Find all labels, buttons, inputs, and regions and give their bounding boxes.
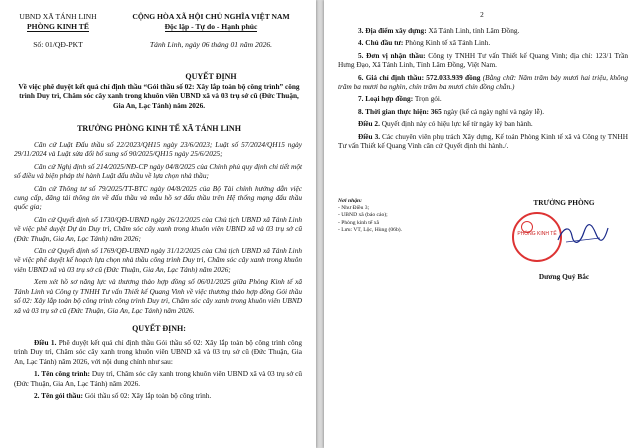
article-1-label: Điều 1. bbox=[34, 338, 57, 347]
motto: Độc lập - Tự do - Hạnh phúc bbox=[164, 21, 258, 31]
page-number: 2 bbox=[480, 10, 484, 19]
recipients-block bbox=[338, 198, 458, 234]
article-3-label: Điều 3. bbox=[358, 131, 381, 141]
right-header bbox=[110, 12, 312, 50]
document-number: Số: 01/QĐ-PKT bbox=[33, 40, 83, 50]
left-header bbox=[6, 12, 110, 50]
item-3-label: 3. Địa điểm xây dựng: bbox=[358, 26, 427, 35]
document-page-1 bbox=[0, 0, 316, 448]
signature-area bbox=[504, 208, 624, 268]
nation-title: CỘNG HÒA XÃ HỘI CHỦ NGHĨA VIỆT NAM bbox=[132, 12, 290, 21]
basis-item: Căn cứ Luật Đấu thầu số 22/2023/QH15 ngày 23/6/2023; Luật số 57/2024/QH15 ngày 29/11/2024 và Luật sửa đổi bổ sung số 90/2025/QH15 ngày 25/6/2025; bbox=[14, 140, 302, 159]
item-4-text: Phòng Kinh tế xã Tánh Linh. bbox=[405, 38, 491, 48]
item-8-label: 8. Thời gian thực hiện: bbox=[358, 106, 429, 116]
seal-text: PHÒNG KINH TẾ bbox=[517, 231, 557, 237]
signature-icon bbox=[556, 222, 610, 246]
item-8-text: ngày (kể cả ngày nghỉ và ngày lễ). bbox=[443, 106, 545, 116]
signer-title: TRƯỞNG PHÒNG bbox=[533, 198, 595, 207]
org-name: UBND XÃ TÁNH LINH bbox=[19, 12, 97, 21]
contract-price: 572.033.939 đồng bbox=[426, 72, 481, 82]
official-seal-icon bbox=[512, 212, 562, 262]
basis-item: Xem xét hồ sơ năng lực và thương thảo hợp đồng số 06/01/2025 giữa Phòng Kinh tế xã Tánh Linh và Công ty TNHH Tư vấn Thiết kế Quang Vinh về việc thương thảo hợp đồng Gói thầu số 02: Xây lắp toàn bộ công trình công trình Duy trì, Chăm sóc cây xanh trong khuôn viên UBND xã và 03 trụ sở cũ (Đức Thuận, Gia An, Lạc Tánh) năm 2026. bbox=[14, 277, 302, 315]
item-3-text: Xã Tánh Linh, tỉnh Lâm Đồng. bbox=[428, 26, 520, 35]
basis-item: Căn cứ Quyết định số 1730/QĐ-UBND ngày 26/12/2025 của Chủ tịch UBND xã Tánh Linh về việc phê duyệt Dự án Duy trì, Chăm sóc cây xanh trong khuôn viên UBND xã và 03 trụ sở cũ (Đức Thuận, Gia An, Lạc Tánh) năm 2026; bbox=[14, 214, 302, 243]
recipient-item: - UBND xã (báo cáo); bbox=[338, 212, 388, 219]
article-2-text: Quyết định này có hiệu lực kể từ ngày ký ban hành. bbox=[381, 119, 533, 129]
basis-item: Căn cứ Thông tư số 79/2025/TT-BTC ngày 04/8/2025 của Bộ Tài chính hướng dẫn việc cung cấp, đăng tải thông tin về đấu thầu và mẫu hồ sơ đấu thầu trên Hệ thống mạng đấu thầu quốc gia; bbox=[14, 183, 302, 212]
item-2-label: 2. Tên gói thầu: bbox=[34, 391, 83, 401]
item-1-label: 1. Tên công trình: bbox=[34, 369, 90, 379]
document-page-2 bbox=[324, 0, 640, 448]
recipient-item: - Phòng kinh tế xã bbox=[338, 219, 380, 226]
contract-price-words: (Bằng chữ: Năm trăm bảy mươi hai triệu, không trăm ba mươi ba nghìn, chín trăm ba mươi chín đồng chẵn.) bbox=[338, 72, 628, 92]
recipients-title: Nơi nhận: bbox=[338, 198, 362, 204]
article-3-text: Các chuyên viên phụ trách Xây dựng, Kế toán Phòng Kinh tế xã và Công ty TNHH Tư vấn Thiết kế Quang Vinh căn cứ Quyết định thi hành./. bbox=[338, 131, 628, 151]
item-4-label: 4. Chủ đầu tư: bbox=[358, 38, 404, 48]
item-2-text: Gói thầu số 02: Xây lắp toàn bộ công trình. bbox=[84, 391, 212, 401]
legal-bases bbox=[14, 140, 302, 315]
item-7-text: Trọn gói. bbox=[414, 94, 442, 104]
contract-details bbox=[338, 26, 628, 150]
issuing-authority: TRƯỞNG PHÒNG KINH TẾ XÃ TÁNH LINH bbox=[77, 124, 241, 133]
item-5-text: Công ty TNHH Tư vấn Thiết kế Quang Vinh; địa chỉ: 123/1 Trần Hưng Đạo, Xã Tánh Linh, Tỉnh Lâm Đồng, Việt Nam. bbox=[338, 50, 629, 70]
article-1 bbox=[14, 338, 302, 400]
signer-name: Dương Quý Bắc bbox=[538, 272, 590, 281]
item-1-text: Duy trì, Chăm sóc cây xanh trong khuôn viên UBND xã và 03 trụ sở cũ (Đức Thuận, Gia An, Lạc Tánh) năm 2026. bbox=[14, 369, 302, 388]
item-7-label: 7. Loại hợp đồng: bbox=[358, 94, 414, 104]
document-date: Tánh Linh, ngày 06 tháng 01 năm 2026. bbox=[149, 40, 273, 50]
recipient-item: - Lưu: VT, Lộc, Hùng (06b). bbox=[338, 226, 403, 233]
decision-heading: QUYẾT ĐỊNH: bbox=[132, 324, 186, 333]
duration-days: 365 bbox=[430, 106, 442, 116]
article-2-label: Điều 2. bbox=[358, 119, 380, 129]
item-6-label: 6. Giá chỉ định thầu: bbox=[358, 72, 425, 82]
dept-name: PHÒNG KINH TẾ bbox=[27, 21, 89, 31]
recipient-item: - Như Điều 3; bbox=[338, 205, 370, 212]
item-5-label: 5. Đơn vị nhận thầu: bbox=[358, 50, 426, 60]
document-subject: Về việc phê duyệt kết quả chỉ định thầu “Gói thầu số 02: Xây lắp toàn bộ công trình” công trình Duy trì, Chăm sóc cây xanh trong khuôn viên UBND xã và 03 trụ sở cũ (Đức Thuận, Gia An, Lạc Tánh) năm 2026. bbox=[18, 82, 300, 110]
document-type: QUYẾT ĐỊNH bbox=[185, 72, 237, 81]
basis-item: Căn cứ Nghị định số 214/2025/NĐ-CP ngày 04/8/2025 của Chính phủ quy định chi tiết một số điều và biện pháp thi hành Luật đấu thầu về lựa chọn nhà thầu; bbox=[14, 161, 302, 181]
basis-item: Căn cứ Quyết định số 1769/QĐ-UBND ngày 31/12/2025 của Chủ tịch UBND xã Tánh Linh về việc phê duyệt kế hoạch lựa chọn nhà thầu công trình Duy trì, Chăm sóc cây xanh trong khuôn viên UBND xã và 03 trụ sở cũ (Đức Thuận, Gia An, Lạc Tánh) năm 2026; bbox=[14, 246, 302, 274]
article-1-text: Phê duyệt kết quả chỉ định thầu Gói thầu số 02: Xây lắp toàn bộ công trình công trình Duy trì, Chăm sóc cây xanh trong khuôn viên UBND xã và 03 trụ sở cũ (Đức Thuận, Gia An, Lạc Tánh) năm 2026, với nội dung chính như sau: bbox=[14, 338, 302, 366]
